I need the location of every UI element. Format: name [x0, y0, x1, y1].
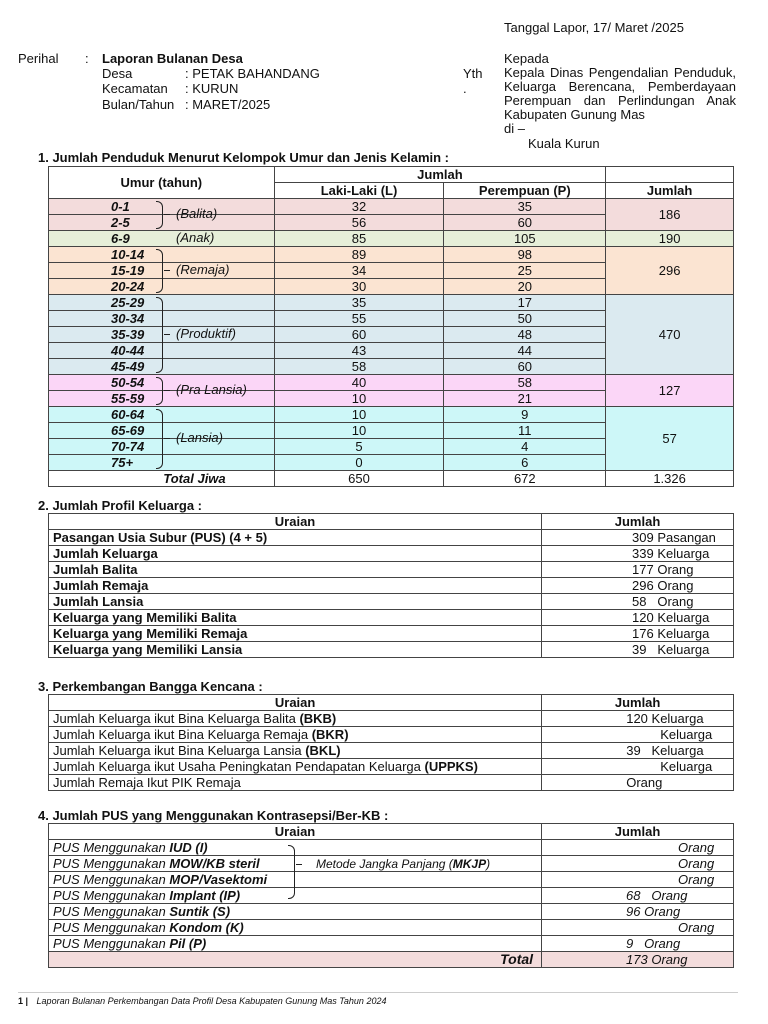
age-group: 40-44 — [49, 343, 275, 359]
row-label-abbr: (BKL) — [305, 743, 341, 758]
recipient-di: di – — [504, 121, 525, 136]
group-brace — [156, 249, 163, 293]
mkjp-brace-tick — [296, 864, 302, 865]
row-label — [49, 840, 542, 856]
row-label: Keluarga yang Memiliki Balita — [49, 610, 542, 626]
age-group: 10-14 — [49, 247, 275, 263]
total-label: Total — [49, 952, 542, 968]
row-value: 176 Keluarga — [542, 626, 734, 642]
group-brace-tick — [164, 334, 170, 335]
male-count: 56 — [274, 215, 444, 231]
recipient-line: Perempuan dan Perlindungan Anak — [504, 93, 736, 108]
row-value: 39 Keluarga — [542, 642, 734, 658]
method-name: MOW/KB steril — [169, 856, 260, 871]
row-value: 39 Keluarga — [542, 743, 734, 759]
age-group: 75+ — [49, 455, 275, 471]
table-row — [49, 594, 734, 610]
row-label-prefix: PUS Menggunakan — [53, 872, 170, 887]
group-total: 127 — [606, 375, 734, 407]
row-label: Jumlah Lansia — [49, 594, 542, 610]
kecamatan-label: Kecamatan — [102, 81, 168, 96]
row-value: 296 Orang — [542, 578, 734, 594]
group-brace — [156, 409, 163, 469]
col-jumlah: Jumlah — [542, 514, 734, 530]
table-row — [49, 727, 734, 743]
perihal-value: Laporan Bulanan Desa — [102, 51, 243, 66]
row-value: Keluarga — [542, 727, 734, 743]
male-count: 55 — [274, 311, 444, 327]
row-label-prefix: PUS Menggunakan — [53, 840, 170, 855]
male-count: 40 — [274, 375, 444, 391]
female-count: 20 — [444, 279, 606, 295]
table-row — [49, 407, 734, 423]
kepada-label: Kepada — [504, 51, 549, 66]
col-jumlah: Jumlah — [542, 695, 734, 711]
female-count: 4 — [444, 439, 606, 455]
row-label — [49, 743, 542, 759]
row-label: Jumlah Balita — [49, 562, 542, 578]
yth-label: Yth — [463, 66, 483, 81]
male-count: 34 — [274, 263, 444, 279]
table-row — [49, 375, 734, 391]
col-uraian: Uraian — [49, 695, 542, 711]
contraception-table — [48, 823, 734, 968]
table-row — [49, 759, 734, 775]
male-count: 0 — [274, 455, 444, 471]
footer-divider — [18, 992, 738, 993]
row-label-text: Jumlah Keluarga ikut Bina Keluarga Balita — [53, 711, 300, 726]
col-empty — [606, 167, 734, 183]
female-count: 44 — [444, 343, 606, 359]
row-label-text: Jumlah Keluarga ikut Usaha Peningkatan Pendapatan Keluarga — [53, 759, 425, 774]
table-row — [49, 295, 734, 311]
group-brace — [156, 201, 163, 229]
recipient-line: Kepala Dinas Pengendalian Penduduk, — [504, 65, 736, 80]
age-group: 50-54 — [49, 375, 275, 391]
table-row — [49, 199, 734, 215]
row-value: Keluarga — [542, 759, 734, 775]
row-label — [49, 872, 542, 888]
row-label — [49, 727, 542, 743]
recipient-city: Kuala Kurun — [528, 136, 600, 151]
col-umur: Umur (tahun) — [49, 167, 275, 199]
section1-title: 1. Jumlah Penduduk Menurut Kelompok Umur dan Jenis Kelamin : — [38, 150, 450, 165]
method-name: MOP/Vasektomi — [169, 872, 268, 887]
col-perempuan: Perempuan (P) — [444, 183, 606, 199]
female-count: 58 — [444, 375, 606, 391]
row-value: Orang — [542, 775, 734, 791]
col-laki: Laki-Laki (L) — [274, 183, 444, 199]
page-footer — [18, 996, 386, 1006]
male-count: 85 — [274, 231, 444, 247]
total-value: 173 Orang — [542, 952, 734, 968]
yth-dot: . — [463, 81, 467, 96]
perihal-label: Perihal — [18, 51, 59, 66]
section3-title: 3. Perkembangan Bangga Kencana : — [38, 679, 263, 694]
total-label: Total Jiwa — [49, 471, 275, 487]
age-group: 2-5 — [49, 215, 275, 231]
method-name: Implant (IP) — [169, 888, 241, 903]
male-count: 32 — [274, 199, 444, 215]
table-row — [49, 743, 734, 759]
total-p: 672 — [444, 471, 606, 487]
group-total: 190 — [606, 231, 734, 247]
table-row — [49, 711, 734, 727]
col-jumlah: Jumlah — [606, 183, 734, 199]
male-count: 58 — [274, 359, 444, 375]
table-row — [49, 936, 734, 952]
group-brace-tick — [164, 438, 170, 439]
male-count: 35 — [274, 295, 444, 311]
group-label: (Anak) — [176, 230, 215, 245]
row-label-prefix: PUS Menggunakan — [53, 904, 170, 919]
total-row — [49, 952, 734, 968]
age-group: 30-34 — [49, 311, 275, 327]
group-label: (Remaja) — [176, 262, 230, 277]
female-count: 105 — [444, 231, 606, 247]
female-count: 6 — [444, 455, 606, 471]
table-row — [49, 578, 734, 594]
female-count: 35 — [444, 199, 606, 215]
col-jumlah: Jumlah — [542, 824, 734, 840]
group-label: (Produktif) — [176, 326, 236, 341]
col-uraian: Uraian — [49, 824, 542, 840]
row-label — [49, 920, 542, 936]
perihal-colon: : — [85, 51, 89, 66]
row-value: 339 Keluarga — [542, 546, 734, 562]
recipient-line: Kabupaten Gunung Mas — [504, 107, 645, 122]
mkjp-brace — [288, 845, 295, 899]
bulan-value: : MARET/2025 — [185, 97, 271, 112]
row-value: Orang — [542, 920, 734, 936]
row-label-prefix: PUS Menggunakan — [53, 888, 170, 903]
row-label — [49, 711, 542, 727]
table-row — [49, 231, 734, 247]
table-row — [49, 775, 734, 791]
total-all: 1.326 — [606, 471, 734, 487]
row-label-text: Jumlah Keluarga ikut Bina Keluarga Lansia — [53, 743, 306, 758]
total-l: 650 — [274, 471, 444, 487]
female-count: 98 — [444, 247, 606, 263]
male-count: 43 — [274, 343, 444, 359]
table-row — [49, 626, 734, 642]
female-count: 60 — [444, 215, 606, 231]
table-row — [49, 562, 734, 578]
row-label — [49, 759, 542, 775]
table-row — [49, 610, 734, 626]
age-group: 35-39 — [49, 327, 275, 343]
female-count: 17 — [444, 295, 606, 311]
table-row — [49, 904, 734, 920]
row-label-abbr: (UPPKS) — [424, 759, 478, 774]
male-count: 30 — [274, 279, 444, 295]
family-profile-table — [48, 513, 734, 658]
age-group: 20-24 — [49, 279, 275, 295]
method-name: IUD (I) — [169, 840, 208, 855]
section2-title: 2. Jumlah Profil Keluarga : — [38, 498, 202, 513]
footer-text: Laporan Bulanan Perkembangan Data Profil Desa Kabupaten Gunung Mas Tahun 2024 — [36, 996, 387, 1006]
bangga-kencana-table — [48, 694, 734, 791]
row-label-text: Jumlah Keluarga ikut Bina Keluarga Remaja — [53, 727, 312, 742]
row-label-prefix: PUS Menggunakan — [53, 936, 170, 951]
female-count: 21 — [444, 391, 606, 407]
group-brace-tick — [164, 390, 170, 391]
row-value: 177 Orang — [542, 562, 734, 578]
male-count: 10 — [274, 391, 444, 407]
group-total: 57 — [606, 407, 734, 471]
mkjp-abbr: MKJP — [452, 857, 487, 871]
group-label: (Balita) — [176, 206, 218, 221]
row-label — [49, 904, 542, 920]
row-value: 96 Orang — [542, 904, 734, 920]
group-label: (Lansia) — [176, 430, 223, 445]
group-brace — [156, 377, 163, 405]
male-count: 10 — [274, 423, 444, 439]
row-label — [49, 775, 542, 791]
group-brace-tick — [164, 270, 170, 271]
population-table — [48, 166, 734, 487]
row-value: 68 Orang — [542, 888, 734, 904]
col-uraian: Uraian — [49, 514, 542, 530]
age-group: 6-9 — [49, 231, 275, 247]
row-label-abbr: (BKR) — [311, 727, 349, 742]
row-value: 120 Keluarga — [542, 610, 734, 626]
row-label-abbr: (BKB) — [299, 711, 337, 726]
method-name: Suntik (S) — [169, 904, 231, 919]
female-count: 48 — [444, 327, 606, 343]
age-group: 25-29 — [49, 295, 275, 311]
col-jumlah-group: Jumlah — [274, 167, 606, 183]
age-group: 70-74 — [49, 439, 275, 455]
row-label: Keluarga yang Memiliki Remaja — [49, 626, 542, 642]
male-count: 10 — [274, 407, 444, 423]
age-group: 15-19 — [49, 263, 275, 279]
female-count: 60 — [444, 359, 606, 375]
age-group: 45-49 — [49, 359, 275, 375]
group-brace — [156, 297, 163, 373]
female-count: 50 — [444, 311, 606, 327]
age-group: 60-64 — [49, 407, 275, 423]
recipient-block — [504, 66, 736, 151]
age-group: 55-59 — [49, 391, 275, 407]
row-value: 309 Pasangan — [542, 530, 734, 546]
group-label: (Pra Lansia) — [176, 382, 247, 397]
table-row — [49, 530, 734, 546]
row-value: 9 Orang — [542, 936, 734, 952]
row-value: Orang — [542, 856, 734, 872]
row-label-prefix: PUS Menggunakan — [53, 856, 170, 871]
female-count: 11 — [444, 423, 606, 439]
group-total: 470 — [606, 295, 734, 375]
recipient-line: Keluarga Berencana, Pemberdayaan — [504, 79, 736, 94]
page-number: 1 | — [18, 996, 29, 1006]
male-count: 89 — [274, 247, 444, 263]
row-label-text: Jumlah Remaja Ikut PIK Remaja — [53, 775, 241, 790]
female-count: 25 — [444, 263, 606, 279]
mkjp-prefix: Metode Jangka Panjang ( — [316, 857, 453, 871]
method-name: Kondom (K) — [169, 920, 244, 935]
row-value: Orang — [542, 840, 734, 856]
table-row — [49, 546, 734, 562]
group-total: 186 — [606, 199, 734, 231]
row-label — [49, 888, 542, 904]
mkjp-label — [316, 857, 490, 871]
group-total: 296 — [606, 247, 734, 295]
report-date: Tanggal Lapor, 17/ Maret /2025 — [504, 20, 684, 35]
mkjp-suffix: ) — [486, 857, 491, 871]
row-value: Orang — [542, 872, 734, 888]
row-label — [49, 936, 542, 952]
row-label: Jumlah Remaja — [49, 578, 542, 594]
bulan-label: Bulan/Tahun — [102, 97, 175, 112]
male-count: 60 — [274, 327, 444, 343]
row-value: 120 Keluarga — [542, 711, 734, 727]
age-group: 65-69 — [49, 423, 275, 439]
table-row — [49, 840, 734, 856]
desa-value: : PETAK BAHANDANG — [185, 66, 320, 81]
table-row — [49, 642, 734, 658]
table-row — [49, 920, 734, 936]
row-label: Jumlah Keluarga — [49, 546, 542, 562]
female-count: 9 — [444, 407, 606, 423]
kecamatan-value: : KURUN — [185, 81, 239, 96]
desa-label: Desa — [102, 66, 133, 81]
row-label-prefix: PUS Menggunakan — [53, 920, 170, 935]
male-count: 5 — [274, 439, 444, 455]
table-row — [49, 888, 734, 904]
row-label: Pasangan Usia Subur (PUS) (4 + 5) — [49, 530, 542, 546]
section4-title: 4. Jumlah PUS yang Menggunakan Kontrasepsi/Ber-KB : — [38, 808, 389, 823]
row-value: 58 Orang — [542, 594, 734, 610]
table-row — [49, 247, 734, 263]
method-name: Pil (P) — [169, 936, 207, 951]
age-group: 0-1 — [49, 199, 275, 215]
table-row — [49, 872, 734, 888]
row-label: Keluarga yang Memiliki Lansia — [49, 642, 542, 658]
group-brace-tick — [164, 214, 170, 215]
